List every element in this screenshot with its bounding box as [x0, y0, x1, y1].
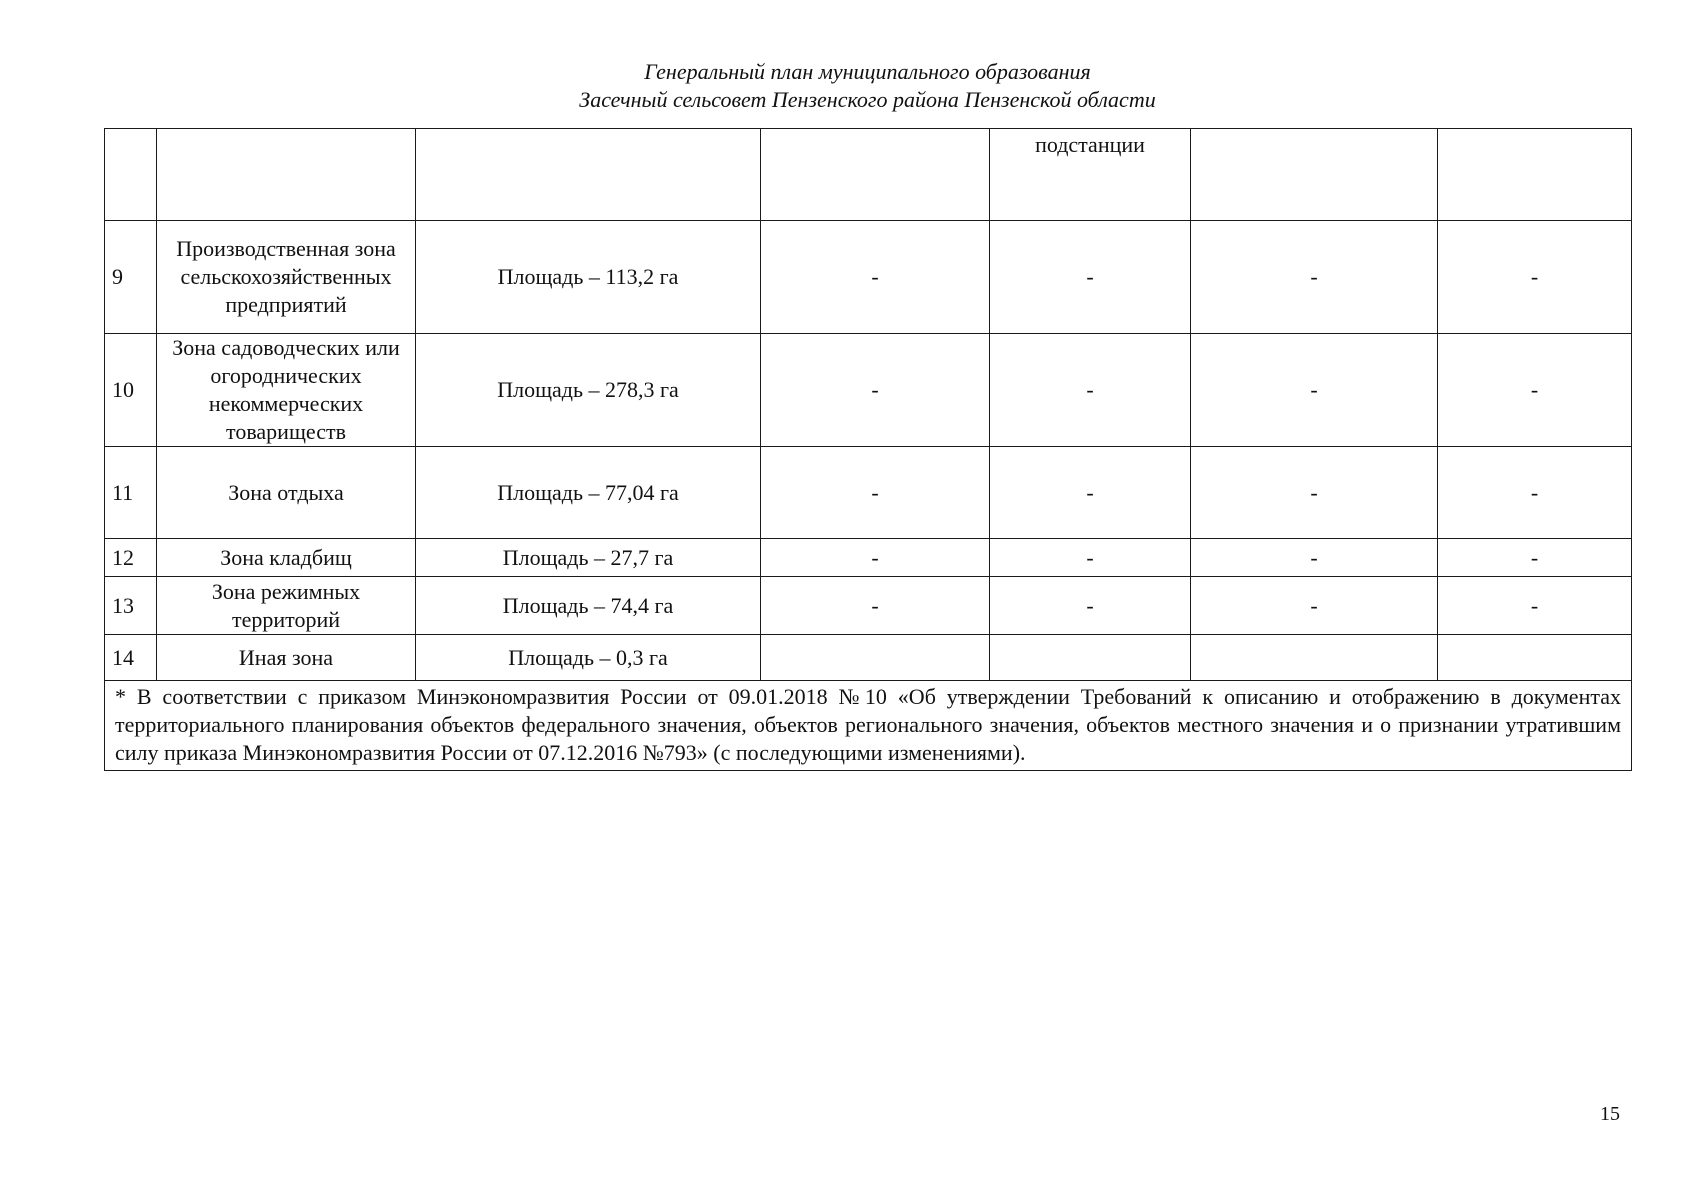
cell-zone: Зона режимных территорий — [157, 577, 416, 635]
cell-zone: Зона кладбищ — [157, 539, 416, 577]
cell-col7: - — [1438, 221, 1632, 334]
cell-col5: - — [990, 334, 1191, 447]
cell-col4 — [761, 635, 990, 681]
page-number: 15 — [1600, 1103, 1620, 1125]
cell-col6 — [1191, 635, 1438, 681]
header-line-2: Засечный сельсовет Пензенского района Пензенской области — [579, 87, 1156, 112]
cell-col7: - — [1438, 577, 1632, 635]
table-row — [105, 447, 1632, 539]
cell-params: Площадь – 0,3 га — [416, 635, 761, 681]
cell-col7: - — [1438, 539, 1632, 577]
cell-col7 — [1438, 635, 1632, 681]
cell-col4: - — [761, 447, 990, 539]
cell-col4: - — [761, 539, 990, 577]
zones-table — [104, 128, 1632, 771]
cell-col5 — [990, 635, 1191, 681]
cell-zone: Зона садоводческих или огороднических некоммерческих товариществ — [157, 334, 416, 447]
cell-zone: Производственная зона сельскохозяйственных предприятий — [157, 221, 416, 334]
cell-col5: - — [990, 447, 1191, 539]
header-line-1: Генеральный план муниципального образования — [644, 59, 1091, 84]
cell-col6: - — [1191, 539, 1438, 577]
table-row — [105, 334, 1632, 447]
cell-col6: - — [1191, 221, 1438, 334]
cell-col6: - — [1191, 447, 1438, 539]
cell-col5: - — [990, 539, 1191, 577]
cell-params: Площадь – 278,3 га — [416, 334, 761, 447]
cell-col6: - — [1191, 334, 1438, 447]
document-header — [104, 58, 1631, 114]
cell-num: 9 — [105, 221, 157, 334]
table-row — [105, 635, 1632, 681]
cell-params: Площадь – 77,04 га — [416, 447, 761, 539]
table-footnote: * В соответствии с приказом Минэкономразвития России от 09.01.2018 №10 «Об утверждении Требований к описанию и отображению в документах территориального планирования объектов федерального значения, объектов регионального значения, объектов местного значения и о признании утратившим силу приказа Минэкономразвития России от 07.12.2016 №793» (с последующими изменениями). — [105, 681, 1632, 771]
cell-params: Площадь – 113,2 га — [416, 221, 761, 334]
cell-col7: - — [1438, 447, 1632, 539]
cell-num — [105, 129, 157, 221]
cell-col4 — [761, 129, 990, 221]
cell-col4: - — [761, 334, 990, 447]
cell-params — [416, 129, 761, 221]
cell-zone: Зона отдыха — [157, 447, 416, 539]
cell-num: 12 — [105, 539, 157, 577]
table-row — [105, 221, 1632, 334]
table-row — [105, 539, 1632, 577]
table-row-continued — [105, 129, 1632, 221]
cell-num: 11 — [105, 447, 157, 539]
cell-col7: - — [1438, 334, 1632, 447]
cell-col6 — [1191, 129, 1438, 221]
cell-num: 13 — [105, 577, 157, 635]
cell-col6: - — [1191, 577, 1438, 635]
cell-params: Площадь – 27,7 га — [416, 539, 761, 577]
cell-col4: - — [761, 577, 990, 635]
cell-col5: подстанции — [990, 129, 1191, 221]
table-footnote-row — [105, 681, 1632, 771]
cell-params: Площадь – 74,4 га — [416, 577, 761, 635]
cell-col7 — [1438, 129, 1632, 221]
cell-num: 10 — [105, 334, 157, 447]
cell-num: 14 — [105, 635, 157, 681]
table-row — [105, 577, 1632, 635]
cell-col5: - — [990, 577, 1191, 635]
cell-zone — [157, 129, 416, 221]
cell-zone: Иная зона — [157, 635, 416, 681]
cell-col5: - — [990, 221, 1191, 334]
cell-col4: - — [761, 221, 990, 334]
